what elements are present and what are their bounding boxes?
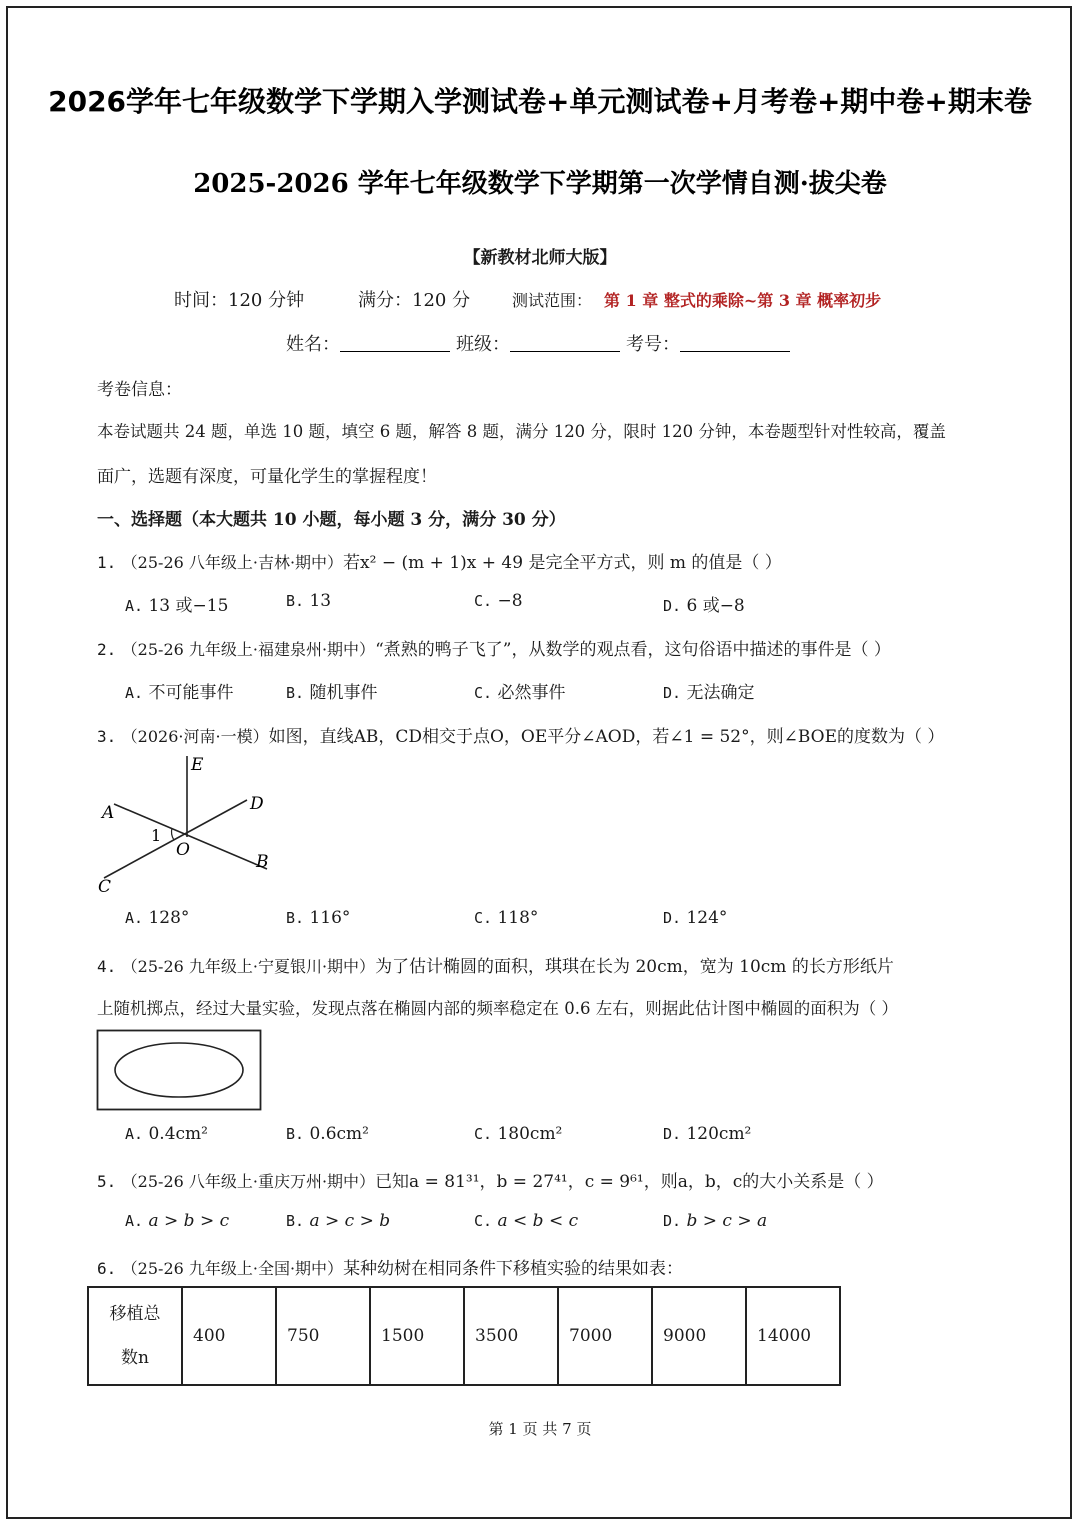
question-4-cont: 上随机掷点，经过大量实验，发现点落在椭圆内部的频率稳定在 0.6 左右，则据此估计图中椭圆的面积为（ ） <box>97 999 898 1018</box>
info-line-1: 本卷试题共 24 题，单选 10 题，填空 6 题，解答 8 题，满分 120 分，限时 120 分钟，本卷题型针对性较高，覆盖 <box>97 422 946 441</box>
q1-option-c[interactable]: C. −8 <box>474 591 523 611</box>
table-cell: 1500 <box>370 1287 464 1385</box>
q4-option-a[interactable]: A. 0.4cm² <box>125 1124 208 1144</box>
q5-option-c[interactable]: C. a < b < c <box>474 1211 579 1231</box>
label-e: E <box>191 755 204 775</box>
q3-option-a[interactable]: A. 128° <box>125 908 190 928</box>
q3-option-b[interactable]: B. 116° <box>286 908 351 928</box>
q2-option-a[interactable]: A. 不可能事件 <box>125 683 234 703</box>
label-d: D <box>250 794 264 814</box>
question-2: 2. （25-26 九年级上·福建泉州·期中）“煮熟的鸭子飞了”，从数学的观点看，这句俗语中描述的事件是（ ） <box>97 640 891 660</box>
q5-option-b[interactable]: B. a > c > b <box>286 1211 391 1231</box>
table-header-cell: 移植总 数n <box>88 1287 182 1385</box>
transplant-table <box>87 1286 841 1386</box>
info-line-2: 面广，选题有深度，可量化学生的掌握程度！ <box>97 467 437 487</box>
label-b: B <box>256 852 269 872</box>
range-label: 测试范围： <box>512 291 593 310</box>
class-field: 班级： <box>456 330 620 356</box>
edition-label: 【新教材北师大版】 <box>463 248 617 268</box>
info-heading: 考卷信息： <box>97 380 182 400</box>
table-cell: 7000 <box>558 1287 652 1385</box>
q2-option-c[interactable]: C. 必然事件 <box>474 683 566 703</box>
name-field: 姓名： <box>286 330 450 356</box>
table-cell: 14000 <box>746 1287 840 1385</box>
question-6: 6. （25-26 九年级上·全国·期中）某种幼树在相同条件下移植实验的结果如表： <box>97 1259 684 1279</box>
table-cell: 3500 <box>464 1287 558 1385</box>
intersecting-lines-figure <box>92 752 292 900</box>
score-info: 满分：120 分 <box>358 290 471 311</box>
time-info: 时间：120 分钟 <box>174 290 305 311</box>
number-field: 考号： <box>626 330 790 356</box>
q1-option-d[interactable]: D. 6 或−8 <box>663 596 745 616</box>
ellipse-shape <box>115 1043 243 1097</box>
q3-option-d[interactable]: D. 124° <box>663 908 728 928</box>
ellipse-rectangle-figure <box>96 1029 262 1111</box>
label-c: C <box>98 877 112 897</box>
table-row <box>88 1287 840 1385</box>
table-cell: 400 <box>182 1287 276 1385</box>
label-o: O <box>176 840 190 860</box>
q1-option-a[interactable]: A. 13 或−15 <box>125 596 229 616</box>
label-1: 1 <box>151 826 162 845</box>
question-3: 3. （2026·河南·一模）如图，直线AB，CD相交于点O，OE平分∠AOD，若∠1 = 52°，则∠BOE的度数为（ ） <box>97 727 945 747</box>
range-value: 第 1 章 整式的乘除~第 3 章 概率初步 <box>604 291 882 310</box>
question-5: 5. （25-26 八年级上·重庆万州·期中）已知a = 81³¹，b = 27⁴¹，c = 9⁶¹，则a，b，c的大小关系是（ ） <box>97 1172 884 1192</box>
table-cell: 750 <box>276 1287 370 1385</box>
q3-option-c[interactable]: C. 118° <box>474 908 539 928</box>
q2-option-d[interactable]: D. 无法确定 <box>663 683 755 703</box>
q2-option-b[interactable]: B. 随机事件 <box>286 683 378 703</box>
q4-option-b[interactable]: B. 0.6cm² <box>286 1124 369 1144</box>
q4-option-c[interactable]: C. 180cm² <box>474 1124 563 1144</box>
page-footer: 第 1 页 共 7 页 <box>488 1420 592 1438</box>
q5-option-d[interactable]: D. b > c > a <box>663 1211 768 1231</box>
table-cell: 9000 <box>652 1287 746 1385</box>
question-1: 1. （25-26 八年级上·吉林·期中）若x² − (m + 1)x + 49 是完全平方式，则 m 的值是（ ） <box>97 553 782 573</box>
series-banner: 2026学年七年级数学下学期入学测试卷+单元测试卷+月考卷+期中卷+期末卷 <box>48 85 1032 118</box>
q5-option-a[interactable]: A. a > b > c <box>125 1211 230 1231</box>
section-heading: 一、选择题（本大题共 10 小题，每小题 3 分，满分 30 分） <box>97 510 566 530</box>
exam-title: 2025-2026 学年七年级数学下学期第一次学情自测·拔尖卷 <box>193 169 887 199</box>
q4-option-d[interactable]: D. 120cm² <box>663 1124 752 1144</box>
line-cd <box>104 800 247 878</box>
label-a: A <box>102 803 115 823</box>
question-4: 4. （25-26 九年级上·宁夏银川·期中）为了估计椭圆的面积，琪琪在长为 20cm，宽为 10cm 的长方形纸片 <box>97 957 894 977</box>
q1-option-b[interactable]: B. 13 <box>286 591 332 611</box>
